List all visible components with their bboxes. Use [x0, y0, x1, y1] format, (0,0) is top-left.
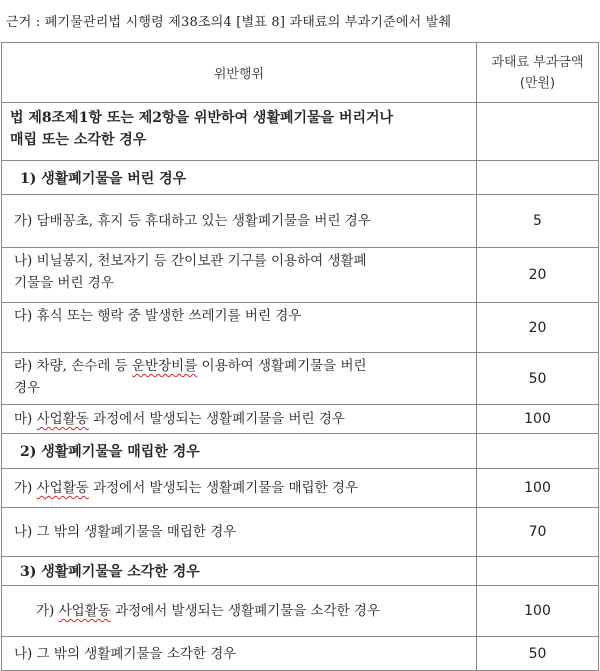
table-row — [2, 248, 599, 303]
header-amount-line2: (만원) — [519, 75, 556, 91]
section-amount-1 — [477, 161, 599, 195]
fine-amount: 100 — [477, 469, 599, 508]
fine-amount: 100 — [477, 586, 599, 637]
text-segment: 과정에서 발생되는 생활폐기물을 버린 경우 — [88, 411, 345, 427]
violation-item-line2: 기물을 버린 경우 — [14, 275, 114, 291]
section-title-2: 2) 생활폐기물을 매립한 경우 — [2, 434, 477, 469]
fine-table — [1, 42, 599, 671]
table-row — [2, 586, 599, 637]
violation-item: 가) 담배꽁초, 휴지 등 휴대하고 있는 생활폐기물을 버린 경우 — [2, 195, 477, 248]
section-title-1: 1) 생활폐기물을 버린 경우 — [2, 161, 477, 195]
table-row — [2, 195, 599, 248]
header-row — [2, 43, 599, 103]
violation-item — [2, 469, 477, 508]
violation-item: 나) 그 밖의 생활폐기물을 매립한 경우 — [2, 508, 477, 557]
text-segment: 과정에서 발생되는 생활폐기물을 소각한 경우 — [110, 603, 381, 619]
text-segment: 라) 차량, 손수레 등 — [14, 358, 133, 374]
fine-amount: 5 — [477, 195, 599, 248]
section-row-1 — [2, 161, 599, 195]
text-segment: 가) — [14, 480, 37, 496]
table-row — [2, 469, 599, 508]
violation-item — [2, 586, 477, 637]
spellcheck-mark: 운반장비를 — [132, 358, 198, 374]
header-violation: 위반행위 — [2, 43, 477, 103]
header-amount — [477, 43, 599, 103]
violation-item — [2, 248, 477, 303]
table-row — [2, 303, 599, 353]
fine-amount: 50 — [477, 353, 599, 405]
fine-amount: 70 — [477, 508, 599, 557]
header-amount-line1: 과태료 부과금액 — [491, 54, 584, 70]
section-row-2 — [2, 434, 599, 469]
law-clause-line1: 법 제8조제1항 또는 제2항을 위반하여 생활폐기물을 버리거나 — [10, 110, 394, 126]
law-clause-row — [2, 103, 599, 161]
fine-amount: 20 — [477, 303, 599, 353]
spellcheck-mark: 사업활동 — [58, 603, 111, 619]
violation-item-line2: 경우 — [14, 380, 41, 396]
text-segment: 이용하여 생활폐기물을 버린 — [197, 358, 367, 374]
spellcheck-mark: 사업활동 — [36, 480, 89, 496]
table-row — [2, 353, 599, 405]
fine-amount: 100 — [477, 405, 599, 434]
violation-item — [2, 353, 477, 405]
violation-item: 다) 휴식 또는 행락 중 발생한 쓰레기를 버린 경우 — [2, 303, 477, 353]
law-clause — [2, 103, 477, 161]
text-segment: 과정에서 발생되는 생활폐기물을 매립한 경우 — [88, 480, 359, 496]
violation-item: 나) 그 밖의 생활폐기물을 소각한 경우 — [2, 637, 477, 671]
violation-item-line1 — [14, 355, 468, 377]
spellcheck-mark: 사업활동 — [36, 411, 89, 427]
text-segment: 마) — [14, 411, 37, 427]
section-amount-3 — [477, 557, 599, 586]
table-row — [2, 637, 599, 671]
section-title-3: 3) 생활폐기물을 소각한 경우 — [2, 557, 477, 586]
fine-amount: 50 — [477, 637, 599, 671]
text-segment: 가) — [36, 603, 59, 619]
table-row — [2, 508, 599, 557]
section-amount-2 — [477, 434, 599, 469]
fine-amount: 20 — [477, 248, 599, 303]
law-clause-amount — [477, 103, 599, 161]
source-caption: 근거 : 폐기물관리법 시행령 제38조의4 [별표 8] 과태료의 부과기준에서 발췌 — [6, 15, 452, 30]
law-clause-line2: 매립 또는 소각한 경우 — [10, 132, 147, 148]
violation-item-line1: 나) 비닐봉지, 천보자기 등 간이보관 기구를 이용하여 생활폐 — [14, 253, 367, 269]
table-row — [2, 405, 599, 434]
section-row-3 — [2, 557, 599, 586]
violation-item — [2, 405, 477, 434]
